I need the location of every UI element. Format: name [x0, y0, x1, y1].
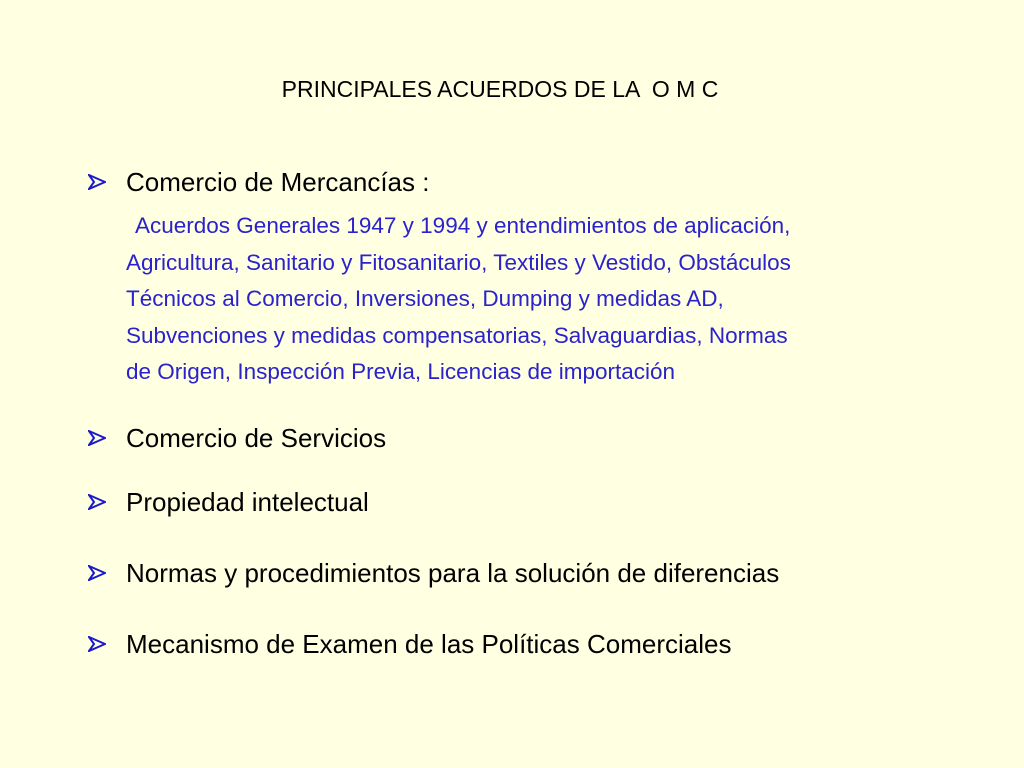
- detail-line: de Origen, Inspección Previa, Licencias de importación: [126, 359, 676, 384]
- arrow-bullet-icon: [88, 166, 126, 198]
- bullet-detail-mercancias: [126, 208, 976, 391]
- detail-line: Subvenciones y medidas compensatorias, Salvaguardias, Normas: [126, 322, 788, 348]
- arrow-bullet-icon: [88, 486, 126, 518]
- bullet-label: Normas y procedimientos para la solución de diferencias: [126, 558, 780, 588]
- bullet-item-mecanismo: [88, 628, 731, 660]
- bullet-label: Mecanismo de Examen de las Políticas Comerciales: [126, 629, 732, 659]
- arrow-bullet-icon: [88, 628, 126, 660]
- detail-line: Acuerdos Generales 1947 y 1994 y entendimientos de aplicación,: [135, 213, 791, 238]
- bullet-item-normas: [88, 557, 779, 589]
- bullet-label: Comercio de Servicios: [126, 423, 387, 453]
- bullet-item-mercancias: [88, 166, 429, 198]
- slide-title: PRINCIPALES ACUERDOS DE LA O M C: [281, 76, 719, 102]
- arrow-bullet-icon: [88, 557, 126, 589]
- bullet-item-propiedad: [88, 486, 369, 518]
- detail-line: Técnicos al Comercio, Inversiones, Dumping y medidas AD,: [126, 286, 724, 311]
- bullet-item-servicios: [88, 422, 386, 454]
- bullet-label: Propiedad intelectual: [126, 487, 369, 517]
- detail-line: Agricultura, Sanitario y Fitosanitario, Textiles y Vestido, Obstáculos: [126, 249, 791, 275]
- bullet-label: Comercio de Mercancías :: [126, 167, 430, 197]
- arrow-bullet-icon: [88, 422, 126, 454]
